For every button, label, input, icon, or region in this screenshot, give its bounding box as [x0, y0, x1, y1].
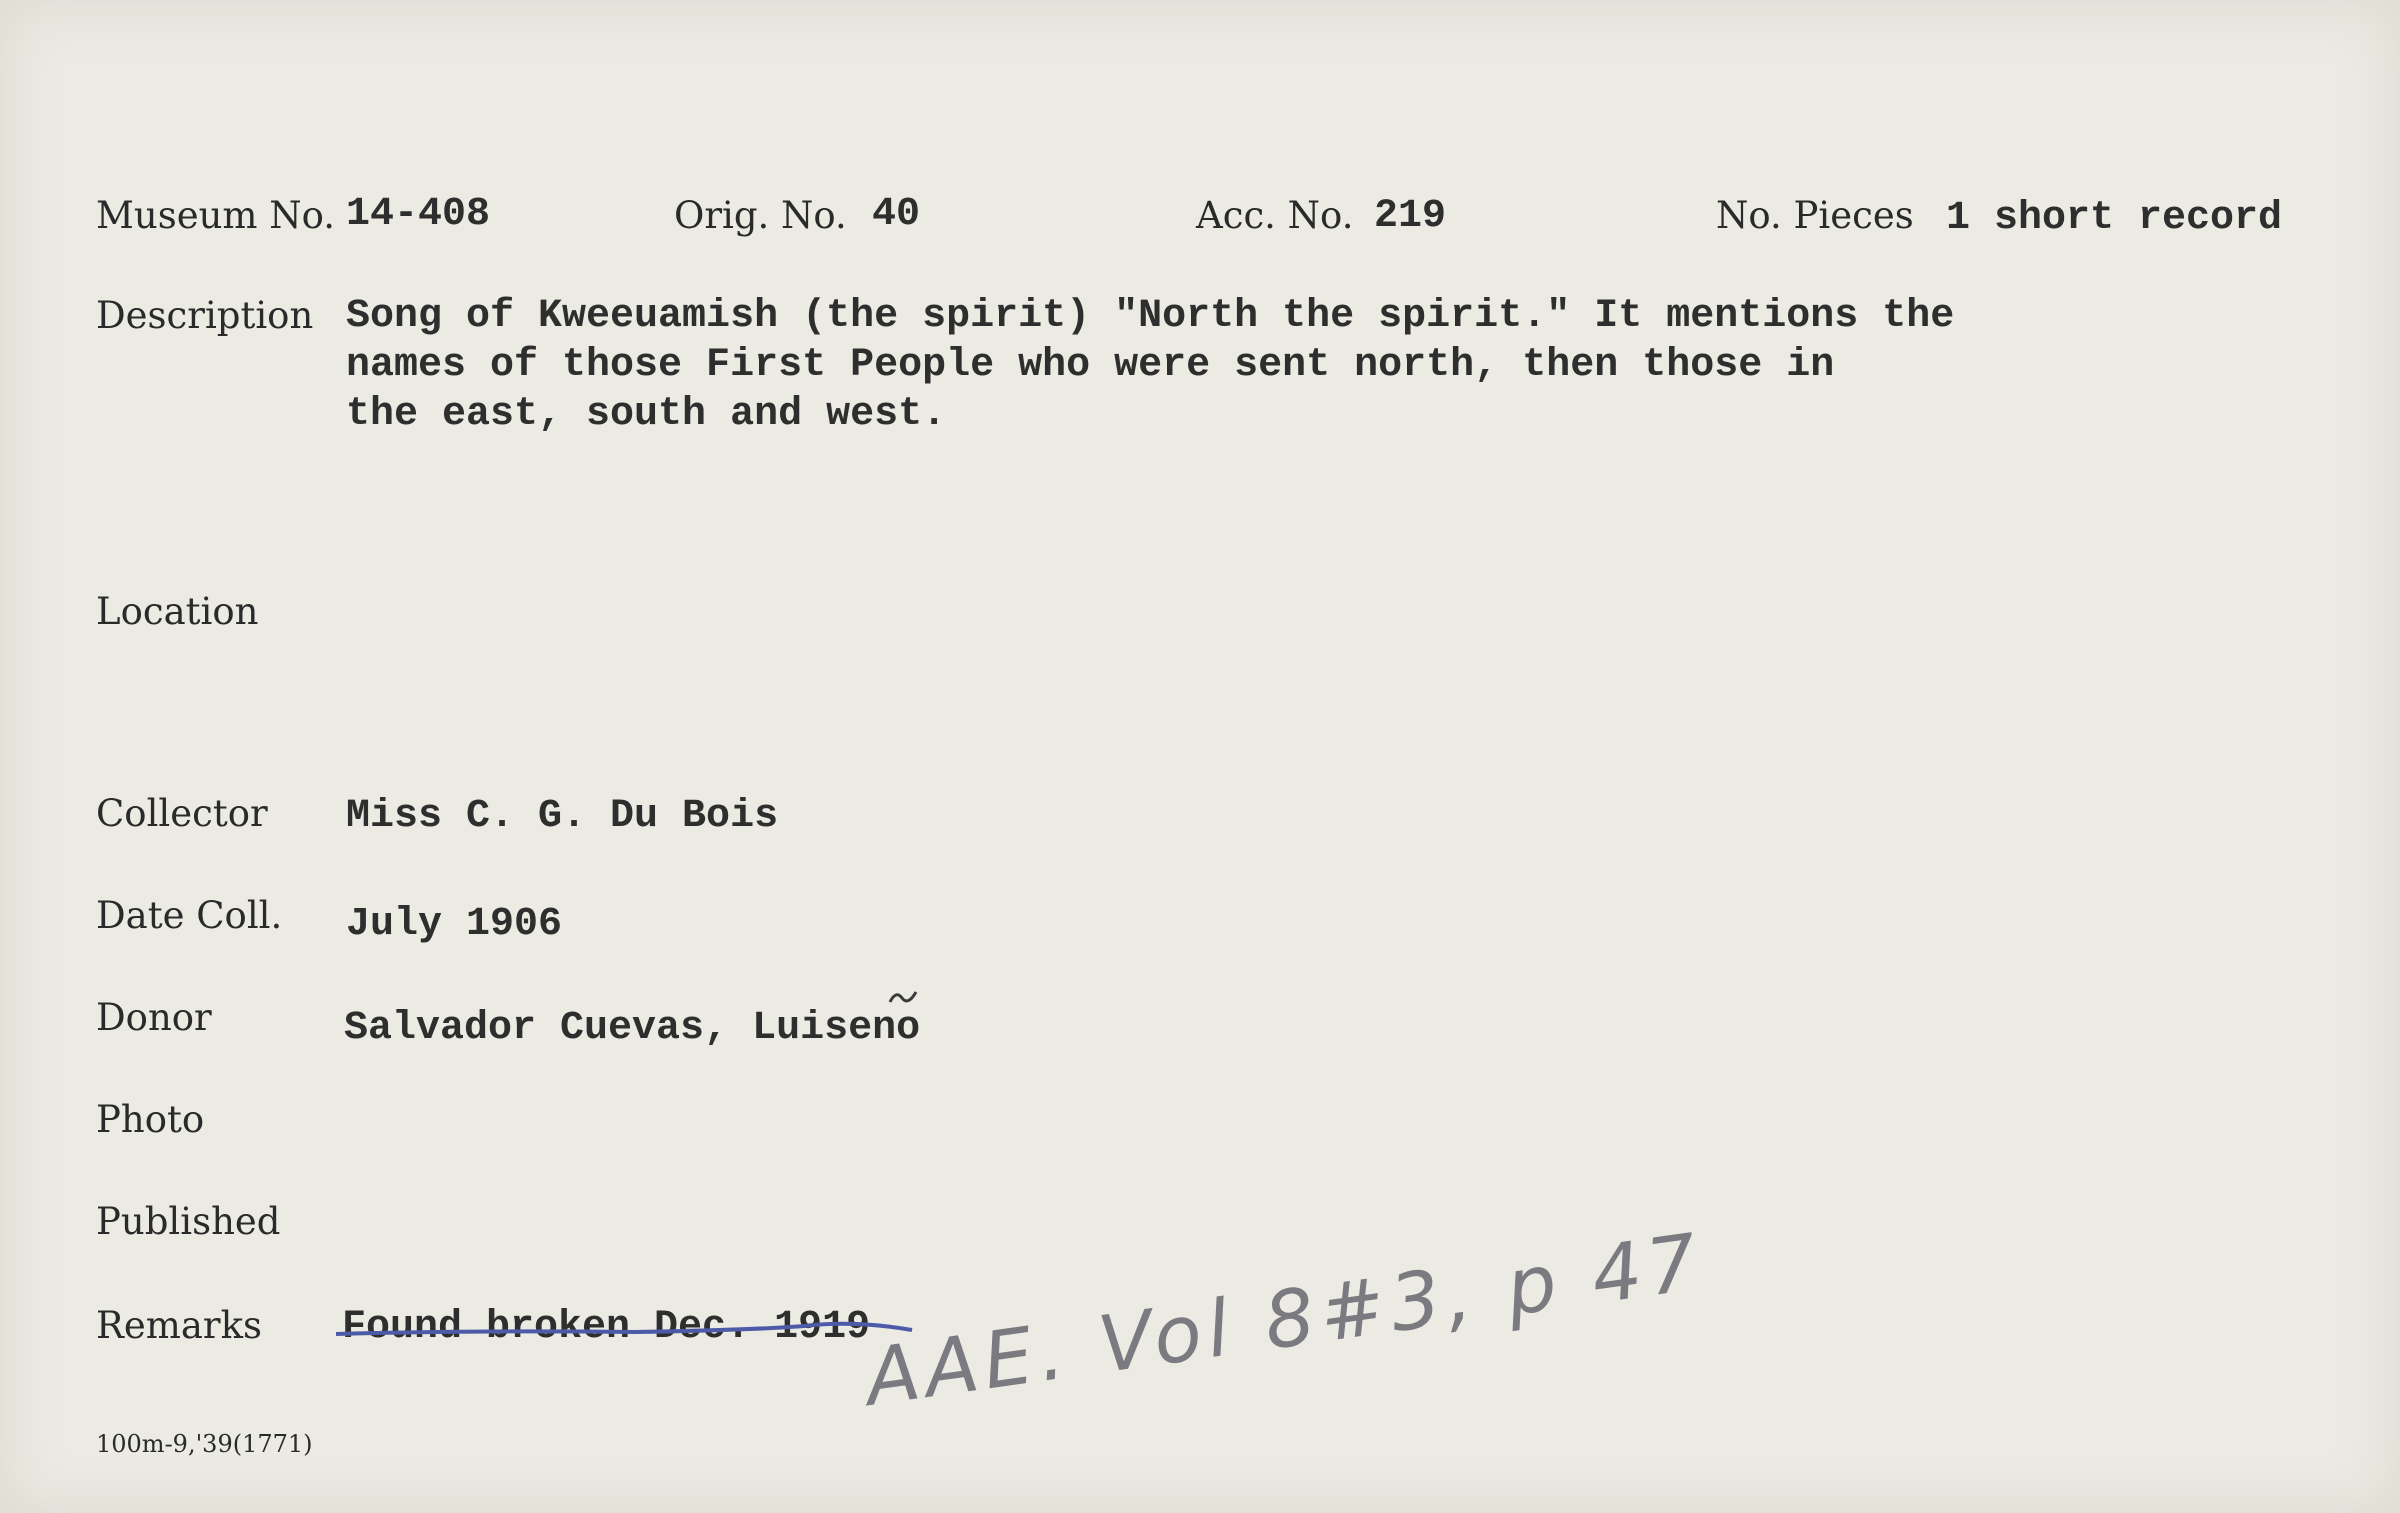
description-label: Description — [96, 294, 314, 337]
handwritten-note-text: AAE. Vol 8#3, p 47 — [860, 1217, 1709, 1424]
donor-value: Salvador Cuevas, Luiseno — [344, 1006, 921, 1051]
tilde-mark-icon — [888, 988, 918, 1006]
acc-no-label: Acc. No. — [1196, 194, 1354, 237]
pieces-value: 1 short record — [1946, 196, 2283, 241]
collector-value: Miss C. G. Du Bois — [346, 794, 779, 839]
donor-label: Donor — [96, 996, 212, 1039]
orig-no-label: Orig. No. — [674, 194, 847, 237]
remarks-struck-text: Found broken Dec. 1919 — [342, 1305, 871, 1350]
collector-label: Collector — [96, 792, 268, 835]
handwritten-note — [850, 1217, 1709, 1435]
description-text — [346, 292, 1954, 439]
published-label: Published — [96, 1200, 281, 1243]
description-line: the east, south and west. — [346, 392, 947, 437]
description-line: names of those First People who were sent north, then those in — [346, 343, 1835, 388]
date-coll-label: Date Coll. — [96, 894, 283, 937]
date-coll-value: July 1906 — [346, 902, 563, 947]
museum-no-value: 14-408 — [346, 192, 491, 237]
location-label: Location — [96, 590, 259, 633]
museum-no-label: Museum No. — [96, 194, 336, 237]
form-code: 100m-9,'39(1771) — [96, 1430, 313, 1458]
remarks-label: Remarks — [96, 1304, 262, 1347]
pieces-label: No. Pieces — [1716, 194, 1914, 237]
photo-label: Photo — [96, 1098, 205, 1141]
acc-no-value: 219 — [1374, 194, 1447, 239]
description-line: Song of Kweeuamish (the spirit) "North the spirit." It mentions the — [346, 294, 1955, 339]
orig-no-value: 40 — [872, 192, 921, 237]
